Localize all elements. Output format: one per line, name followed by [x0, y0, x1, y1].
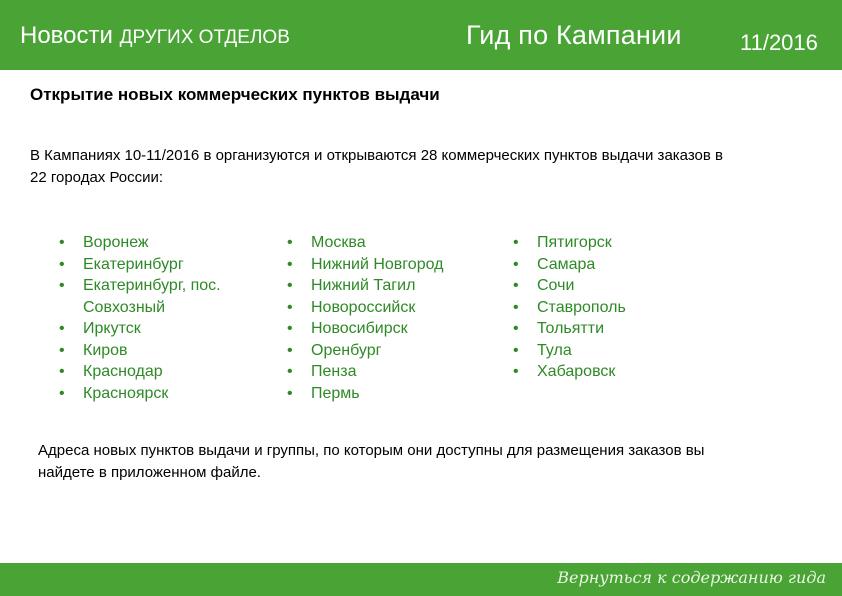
back-to-contents-link[interactable]: Вернуться к содержанию гида — [557, 568, 826, 587]
city-item: • Иркутск — [56, 318, 271, 340]
intro-paragraph: В Кампаниях 10-11/2016 в организуются и открываются 28 коммерческих пунктов выдачи заказов в 22 городах России: — [30, 147, 724, 186]
header-guide-title: Гид по Кампании — [466, 20, 682, 50]
city-item: • Екатеринбург — [56, 254, 271, 276]
city-item: • Самара — [510, 254, 710, 276]
city-item: • Хабаровск — [510, 361, 710, 383]
city-item: • Красноярск — [56, 383, 271, 405]
city-item: • Москва — [284, 232, 494, 254]
city-list-col2 — [284, 232, 494, 404]
city-item: • Нижний Тагил — [284, 275, 494, 297]
city-item: • Новосибирск — [284, 318, 494, 340]
city-item: • Пенза — [284, 361, 494, 383]
city-item: • Оренбург — [284, 340, 494, 362]
city-item: • Ставрополь — [510, 297, 710, 319]
city-item: • Екатеринбург, пос. Совхозный — [56, 275, 271, 318]
city-item: • Сочи — [510, 275, 710, 297]
header-news-label: Новости — [20, 22, 113, 49]
header-bar — [0, 0, 842, 70]
city-item: • Новороссийск — [284, 297, 494, 319]
city-item: • Тула — [510, 340, 710, 362]
header-news-title — [20, 22, 290, 50]
header-date: 11/2016 — [740, 30, 818, 55]
city-list-col3 — [510, 232, 710, 383]
city-item: • Тольятти — [510, 318, 710, 340]
page-title: Открытие новых коммерческих пунктов выдачи — [30, 85, 440, 104]
header-departments-label: ДРУГИХ ОТДЕЛОВ — [119, 27, 290, 48]
city-item: • Пятигорск — [510, 232, 710, 254]
note-paragraph: Адреса новых пунктов выдачи и группы, по которым они доступны для размещения заказов вы найдете в приложенном файле. — [38, 442, 705, 481]
city-item: • Нижний Новгород — [284, 254, 494, 276]
city-item: • Пермь — [284, 383, 494, 405]
city-item: • Киров — [56, 340, 271, 362]
footer-bar — [0, 563, 842, 596]
city-item: • Краснодар — [56, 361, 271, 383]
city-item: • Воронеж — [56, 232, 271, 254]
city-list-col1 — [56, 232, 271, 404]
